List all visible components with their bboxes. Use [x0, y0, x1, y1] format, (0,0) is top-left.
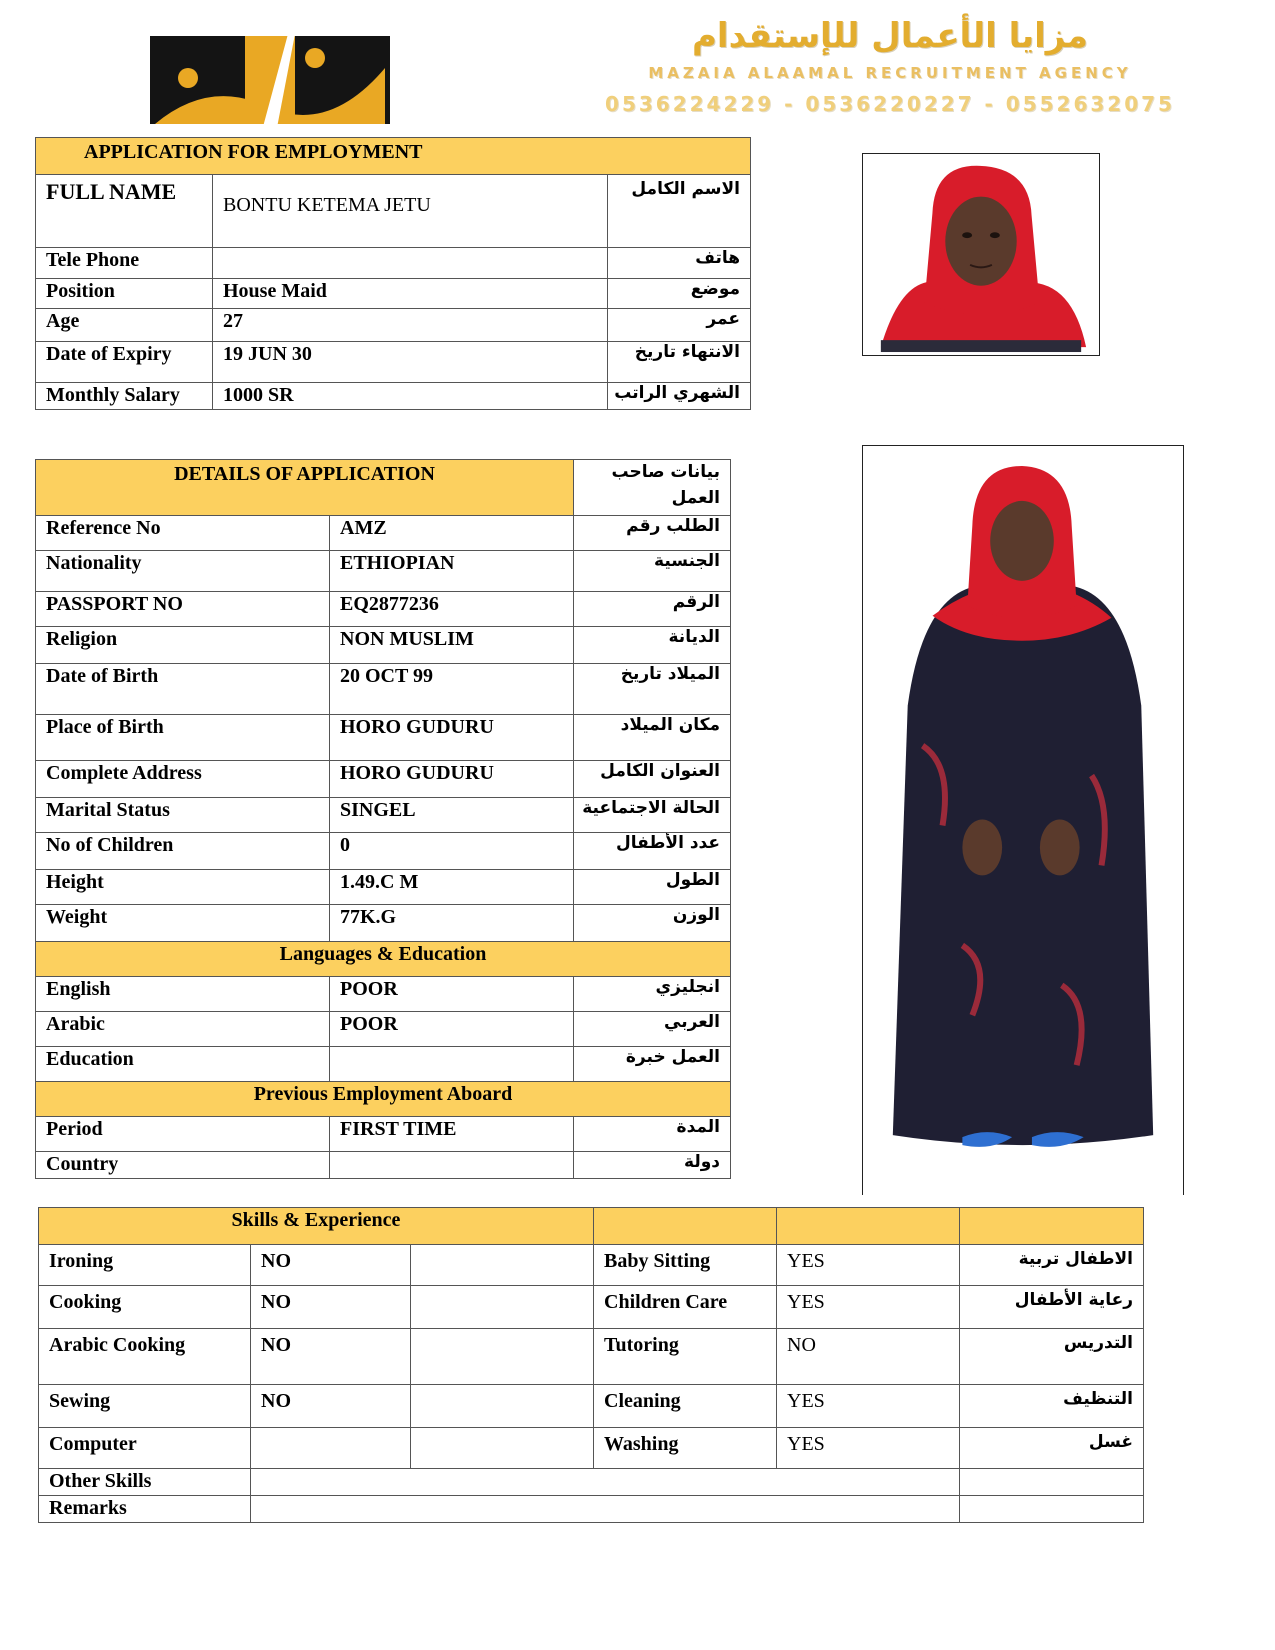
skill-cooking-extra: [411, 1286, 594, 1329]
ar-full-name: الاسم الكامل: [608, 175, 751, 248]
label-marital-status: Marital Status: [36, 798, 330, 833]
ar-nationality: الجنسية: [574, 551, 731, 592]
ar-baby-sitting: الاطفال تربية: [960, 1245, 1144, 1286]
value-other-skills: [251, 1469, 960, 1496]
label-reference-no: Reference No: [36, 516, 330, 551]
ar-remarks: [960, 1496, 1144, 1523]
skill-baby-sitting: Baby Sitting: [594, 1245, 777, 1286]
skill-tutoring-value: NO: [777, 1329, 960, 1385]
value-full-name: BONTU KETEMA JETU: [213, 175, 608, 248]
ar-passport-no: الرقم: [574, 592, 731, 627]
skill-computer-extra: [411, 1428, 594, 1469]
ar-education: العمل خبرة: [574, 1047, 731, 1082]
skill-ironing-extra: [411, 1245, 594, 1286]
label-arabic: Arabic: [36, 1012, 330, 1047]
value-position: House Maid: [213, 279, 608, 309]
skill-cleaning: Cleaning: [594, 1385, 777, 1428]
label-religion: Religion: [36, 627, 330, 664]
skill-sewing-value: NO: [251, 1385, 411, 1428]
skill-cleaning-value: YES: [777, 1385, 960, 1428]
ar-reference-no: الطلب رقم: [574, 516, 731, 551]
agency-phones: 0536224229 - 0536220227 - 0552632075: [605, 92, 1175, 116]
ar-age: عمر: [608, 309, 751, 342]
ar-date-of-expiry: الانتهاء تاريخ: [608, 342, 751, 383]
ar-arabic: العربي: [574, 1012, 731, 1047]
value-english: POOR: [330, 977, 574, 1012]
skill-cooking: Cooking: [39, 1286, 251, 1329]
skill-tutoring: Tutoring: [594, 1329, 777, 1385]
skill-ironing: Ironing: [39, 1245, 251, 1286]
label-country: Country: [36, 1152, 330, 1179]
skills-header-blank-3: [960, 1208, 1144, 1245]
details-title-ar: بيانات صاحب العمل: [574, 460, 731, 516]
label-height: Height: [36, 870, 330, 905]
ar-place-of-birth: مكان الميلاد: [574, 715, 731, 761]
previous-employment-title: Previous Employment Aboard: [36, 1082, 731, 1117]
value-monthly-salary: 1000 SR: [213, 383, 608, 410]
ar-cleaning: التنظيف: [960, 1385, 1144, 1428]
value-height: 1.49.C M: [330, 870, 574, 905]
label-complete-address: Complete Address: [36, 761, 330, 798]
label-remarks: Remarks: [39, 1496, 251, 1523]
ar-date-of-birth: الميلاد تاريخ: [574, 664, 731, 715]
label-place-of-birth: Place of Birth: [36, 715, 330, 761]
agency-logo: [150, 8, 390, 138]
ar-weight: الوزن: [574, 905, 731, 942]
value-nationality: ETHIOPIAN: [330, 551, 574, 592]
ar-position: موضع: [608, 279, 751, 309]
ar-english: انجليزي: [574, 977, 731, 1012]
value-religion: NON MUSLIM: [330, 627, 574, 664]
skill-washing: Washing: [594, 1428, 777, 1469]
ar-no-of-children: عدد الأطفال: [574, 833, 731, 870]
ar-children-care: رعاية الأطفال: [960, 1286, 1144, 1329]
skill-baby-sitting-value: YES: [777, 1245, 960, 1286]
value-telephone: [213, 248, 608, 279]
ar-marital-status: الحالة الاجتماعية: [574, 798, 731, 833]
value-country: [330, 1152, 574, 1179]
skill-children-care: Children Care: [594, 1286, 777, 1329]
value-remarks: [251, 1496, 960, 1523]
value-passport-no: EQ2877236: [330, 592, 574, 627]
label-monthly-salary: Monthly Salary: [36, 383, 213, 410]
skill-sewing-extra: [411, 1385, 594, 1428]
application-table: [35, 137, 751, 410]
face-photo: [862, 153, 1100, 356]
skills-header-blank-1: [594, 1208, 777, 1245]
application-title: APPLICATION FOR EMPLOYMENT: [36, 138, 751, 175]
value-place-of-birth: HORO GUDURU: [330, 715, 574, 761]
label-education: Education: [36, 1047, 330, 1082]
skill-children-care-value: YES: [777, 1286, 960, 1329]
label-english: English: [36, 977, 330, 1012]
ar-complete-address: العنوان الكامل: [574, 761, 731, 798]
ar-monthly-salary: الشهري الراتب: [608, 383, 751, 410]
value-date-of-birth: 20 OCT 99: [330, 664, 574, 715]
label-date-of-birth: Date of Birth: [36, 664, 330, 715]
skill-ironing-value: NO: [251, 1245, 411, 1286]
skill-cooking-value: NO: [251, 1286, 411, 1329]
value-age: 27: [213, 309, 608, 342]
value-complete-address: HORO GUDURU: [330, 761, 574, 798]
value-date-of-expiry: 19 JUN 30: [213, 342, 608, 383]
label-other-skills: Other Skills: [39, 1469, 251, 1496]
ar-other-skills: [960, 1469, 1144, 1496]
value-arabic: POOR: [330, 1012, 574, 1047]
skill-washing-value: YES: [777, 1428, 960, 1469]
label-full-name: FULL NAME: [36, 175, 213, 248]
value-education: [330, 1047, 574, 1082]
ar-height: الطول: [574, 870, 731, 905]
ar-tutoring: التدريس: [960, 1329, 1144, 1385]
ar-telephone: هاتف: [608, 248, 751, 279]
value-weight: 77K.G: [330, 905, 574, 942]
languages-title: Languages & Education: [36, 942, 731, 977]
skill-arabic-cooking: Arabic Cooking: [39, 1329, 251, 1385]
agency-name-english: MAZAIA ALAAMAL RECRUITMENT AGENCY: [648, 64, 1132, 82]
label-date-of-expiry: Date of Expiry: [36, 342, 213, 383]
details-title: DETAILS OF APPLICATION: [36, 460, 574, 516]
label-weight: Weight: [36, 905, 330, 942]
details-table: [35, 459, 731, 1179]
label-no-of-children: No of Children: [36, 833, 330, 870]
ar-religion: الديانة: [574, 627, 731, 664]
value-marital-status: SINGEL: [330, 798, 574, 833]
skill-arabic-cooking-extra: [411, 1329, 594, 1385]
label-age: Age: [36, 309, 213, 342]
skills-header-blank-2: [777, 1208, 960, 1245]
skills-title: Skills & Experience: [39, 1208, 594, 1245]
label-nationality: Nationality: [36, 551, 330, 592]
skill-computer-value: [251, 1428, 411, 1469]
label-telephone: Tele Phone: [36, 248, 213, 279]
label-position: Position: [36, 279, 213, 309]
label-period: Period: [36, 1117, 330, 1152]
value-no-of-children: 0: [330, 833, 574, 870]
skill-sewing: Sewing: [39, 1385, 251, 1428]
agency-name-arabic: مزايا الأعمال للإستقدام: [692, 16, 1088, 56]
ar-country: دولة: [574, 1152, 731, 1179]
skills-table: [38, 1207, 1144, 1523]
skill-arabic-cooking-value: NO: [251, 1329, 411, 1385]
full-body-photo: [862, 445, 1184, 1195]
label-passport-no: PASSPORT NO: [36, 592, 330, 627]
value-reference-no: AMZ: [330, 516, 574, 551]
skill-computer: Computer: [39, 1428, 251, 1469]
agency-masthead: [545, 16, 1235, 131]
ar-washing: غسل: [960, 1428, 1144, 1469]
value-period: FIRST TIME: [330, 1117, 574, 1152]
ar-period: المدة: [574, 1117, 731, 1152]
